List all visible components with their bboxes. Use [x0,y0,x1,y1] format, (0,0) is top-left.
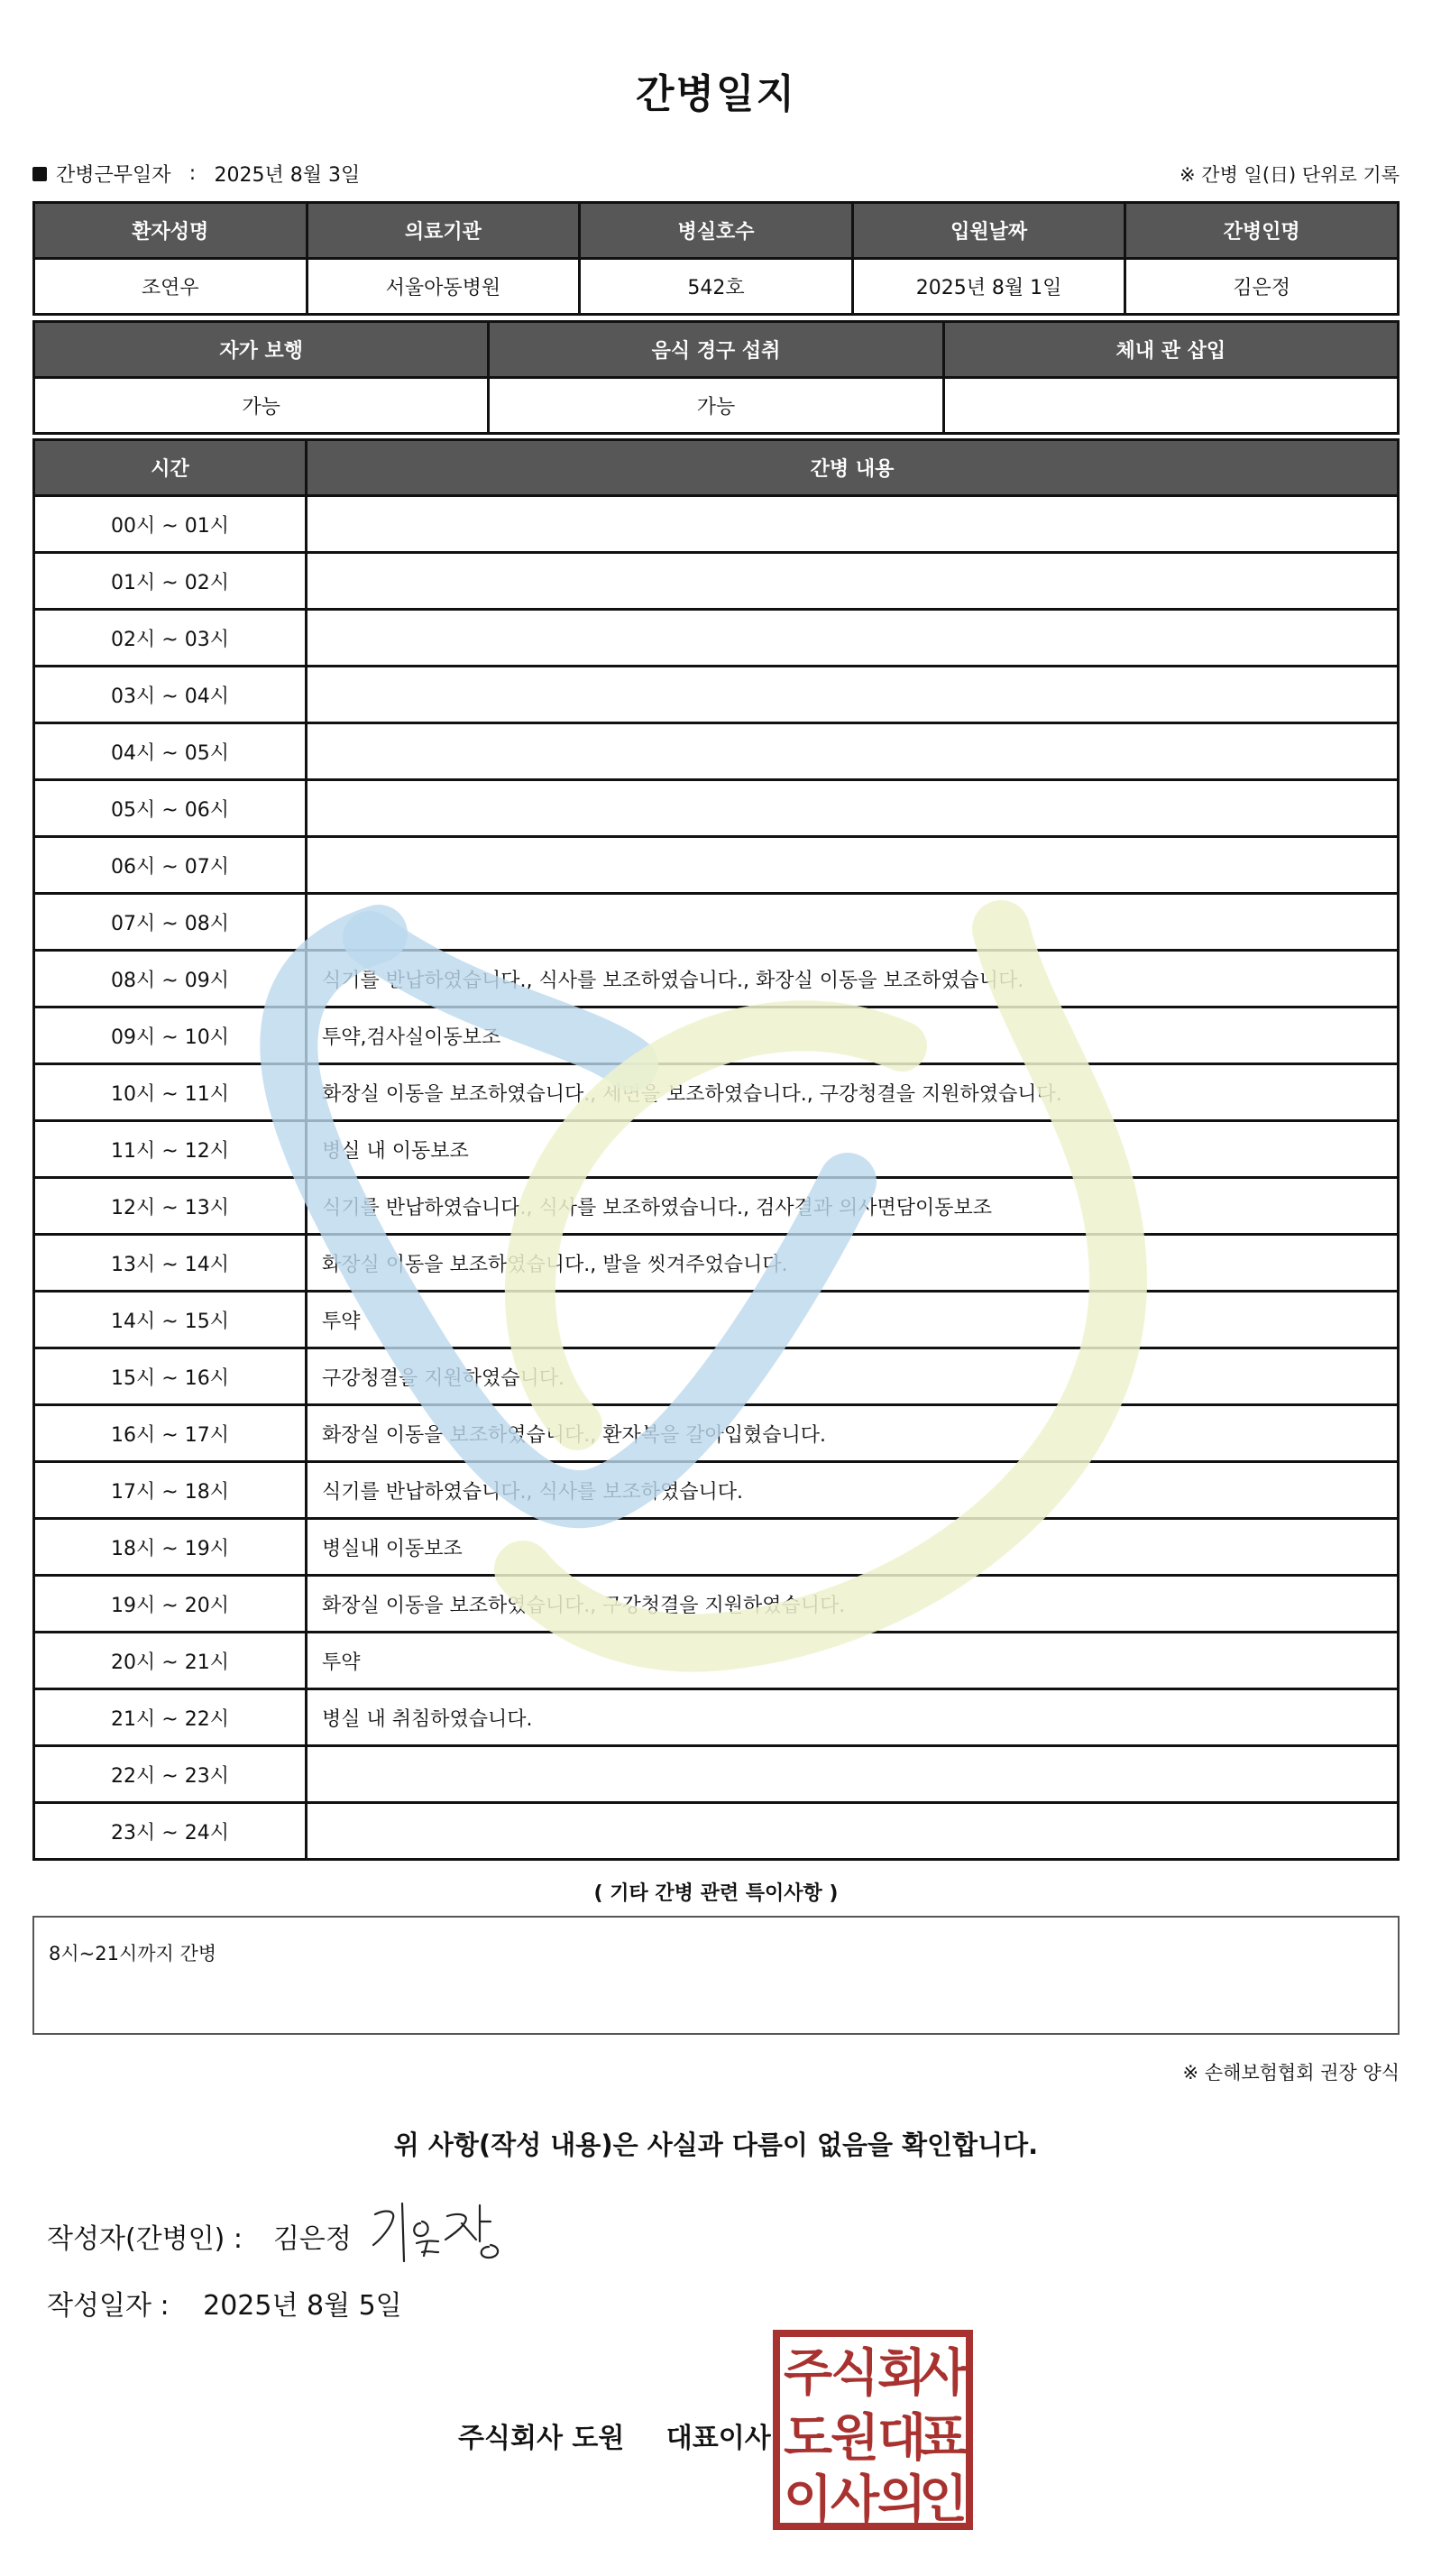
time-cell: 18시 ~ 19시 [34,1519,307,1576]
header-oral-intake: 음식 경구 섭취 [489,322,943,378]
table-row [34,951,1399,1007]
table-row [34,553,1399,610]
time-cell: 02시 ~ 03시 [34,610,307,667]
page-title: 간병일지 [635,71,796,117]
square-bullet-icon [32,167,47,181]
care-content-cell: 구강청결을 지원하였습니다. [307,1348,1399,1405]
table-row [34,1519,1399,1576]
care-content-cell [307,610,1399,667]
seal-character: 사 [918,2344,968,2403]
work-date [32,160,360,188]
table-row [34,1633,1399,1689]
table-row [34,1178,1399,1235]
care-content-cell [307,780,1399,837]
notes-title: ( 기타 간병 관련 특이사항 ) [593,1882,839,1905]
time-cell: 04시 ~ 05시 [34,723,307,780]
time-cell: 17시 ~ 18시 [34,1462,307,1519]
seal-character: 의 [877,2470,927,2529]
time-cell: 23시 ~ 24시 [34,1803,307,1860]
time-cell: 14시 ~ 15시 [34,1292,307,1348]
table-row [34,667,1399,723]
table-row [34,1405,1399,1462]
self-walking-value: 가능 [34,378,489,434]
time-cell: 06시 ~ 07시 [34,837,307,894]
time-cell: 16시 ~ 17시 [34,1405,307,1462]
time-cell: 03시 ~ 04시 [34,667,307,723]
care-content-cell: 투약,검사실이동보조 [307,1007,1399,1064]
care-content-cell: 화장실 이동을 보조하였습니다., 구강청결을 지원하였습니다. [307,1576,1399,1633]
table-row [34,1576,1399,1633]
oral-intake-value: 가능 [489,378,943,434]
company-line [458,2415,771,2455]
care-content-cell [307,1746,1399,1803]
author-name: 김은정 [272,2223,352,2255]
care-content-cell [307,553,1399,610]
tube-insertion-value [943,378,1398,434]
company-rep-title: 대표이사 [666,2423,771,2454]
care-content-cell [307,837,1399,894]
seal-character: 인 [918,2470,968,2529]
care-content-cell: 식기를 반납하였습니다., 식사를 보조하였습니다., 검사결과 의사면담이동보조 [307,1178,1399,1235]
seal-character: 이 [783,2470,833,2529]
table-row [34,780,1399,837]
admission-date: 2025년 8월 1일 [852,259,1125,315]
patient-status-table [32,320,1400,435]
care-content-cell [307,723,1399,780]
care-log-table [32,438,1400,1861]
time-cell: 12시 ~ 13시 [34,1178,307,1235]
care-content-cell: 투약 [307,1292,1399,1348]
seal-character: 표 [918,2409,968,2468]
work-date-label: 간병근무일자 [56,164,171,187]
table-row [34,1235,1399,1292]
author-line [47,2216,352,2256]
seal-character: 대 [877,2409,927,2468]
header-admission-date: 입원날짜 [852,203,1125,259]
table-row [34,723,1399,780]
header-self-walking: 자가 보행 [34,322,489,378]
record-note: ※ 간병 일(日) 단위로 기록 [1180,164,1400,186]
written-label: 작성일자 : [47,2290,170,2322]
handwritten-signature [368,2196,521,2268]
work-date-value: 2025년 8월 3일 [214,164,361,187]
header-hospital: 의료기관 [307,203,580,259]
company-seal-stamp [772,2329,974,2531]
time-cell: 05시 ~ 06시 [34,780,307,837]
form-note: ※ 손해보험협회 권장 양식 [1182,2062,1400,2084]
header-time: 시간 [34,440,307,496]
company-name: 주식회사 도원 [458,2423,625,2454]
written-date-line [47,2283,402,2323]
author-label: 작성자(간병인) : [47,2223,243,2255]
table-row [34,1462,1399,1519]
time-cell: 07시 ~ 08시 [34,894,307,951]
table-row [34,610,1399,667]
care-content-cell: 화장실 이동을 보조하였습니다., 세면을 보조하였습니다., 구강청결을 지원하였습니다. [307,1064,1399,1121]
care-content-cell [307,1803,1399,1860]
care-content-cell: 병실 내 이동보조 [307,1121,1399,1178]
time-cell: 15시 ~ 16시 [34,1348,307,1405]
care-content-cell: 투약 [307,1633,1399,1689]
patient-info-table [32,201,1400,316]
care-content-cell [307,667,1399,723]
table-row [34,496,1399,553]
care-content-cell: 식기를 반납하였습니다., 식사를 보조하였습니다. [307,1462,1399,1519]
time-cell: 22시 ~ 23시 [34,1746,307,1803]
time-cell: 21시 ~ 22시 [34,1689,307,1746]
care-content-cell: 화장실 이동을 보조하였습니다., 발을 씻겨주었습니다. [307,1235,1399,1292]
time-cell: 08시 ~ 09시 [34,951,307,1007]
care-content-cell: 병실내 이동보조 [307,1519,1399,1576]
seal-character: 원 [830,2409,880,2468]
table-row [34,837,1399,894]
header-patient-name: 환자성명 [34,203,308,259]
time-cell: 00시 ~ 01시 [34,496,307,553]
written-date: 2025년 8월 5일 [203,2290,402,2322]
seal-character: 사 [830,2470,880,2529]
table-row [34,1064,1399,1121]
patient-name: 조연우 [34,259,308,315]
time-cell: 20시 ~ 21시 [34,1633,307,1689]
confirmation-statement: 위 사항(작성 내용)은 사실과 다름이 없음을 확인합니다. [393,2130,1039,2160]
header-care-content: 간병 내용 [307,440,1399,496]
time-cell: 09시 ~ 10시 [34,1007,307,1064]
time-cell: 19시 ~ 20시 [34,1576,307,1633]
time-cell: 10시 ~ 11시 [34,1064,307,1121]
work-date-separator: : [188,162,197,185]
time-cell: 11시 ~ 12시 [34,1121,307,1178]
header-room: 병실호수 [580,203,853,259]
seal-character: 식 [830,2344,880,2403]
table-row [34,894,1399,951]
header-caregiver: 간병인명 [1125,203,1399,259]
table-row [34,1121,1399,1178]
care-content-cell [307,894,1399,951]
care-content-cell: 식기를 반납하였습니다., 식사를 보조하였습니다., 화장실 이동을 보조하였습니다. [307,951,1399,1007]
care-content-cell [307,496,1399,553]
notes-box: 8시~21시까지 간병 [32,1916,1400,2035]
seal-character: 회 [877,2344,927,2403]
table-row [34,1803,1399,1860]
table-row [34,1689,1399,1746]
room-number: 542호 [580,259,853,315]
header-tube-insertion: 체내 관 삽입 [943,322,1398,378]
caregiver-name: 김은정 [1125,259,1399,315]
care-content-cell: 병실 내 취침하였습니다. [307,1689,1399,1746]
seal-character: 도 [783,2409,833,2468]
time-cell: 01시 ~ 02시 [34,553,307,610]
time-cell: 13시 ~ 14시 [34,1235,307,1292]
table-row [34,1007,1399,1064]
table-row [34,1292,1399,1348]
seal-character: 주 [783,2344,833,2403]
table-row [34,1746,1399,1803]
care-content-cell: 화장실 이동을 보조하였습니다., 환자복을 갈아입혔습니다. [307,1405,1399,1462]
hospital-name: 서울아동병원 [307,259,580,315]
table-row [34,1348,1399,1405]
